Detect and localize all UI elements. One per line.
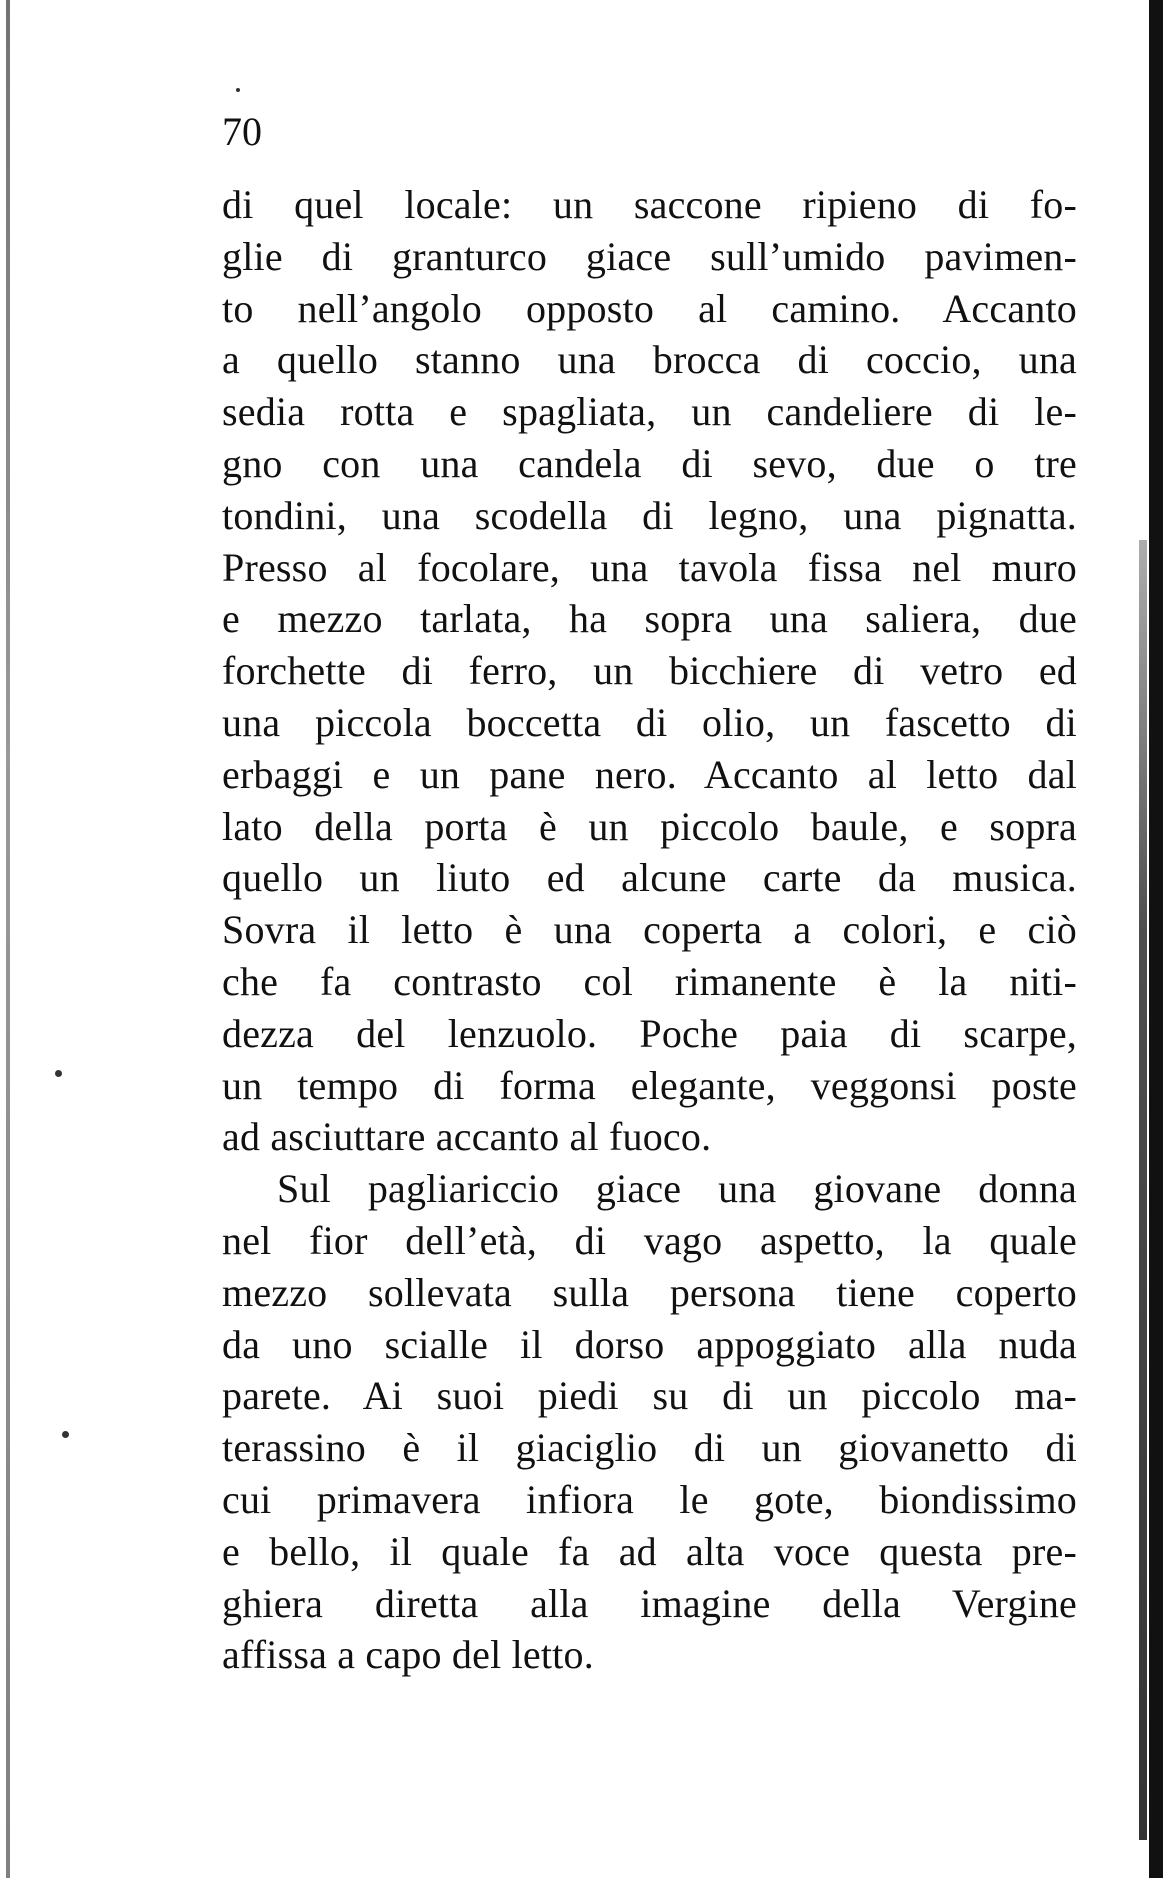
text-line: e bello, il quale fa ad alta voce questa pre- [222, 1528, 1077, 1574]
paragraph-2 [222, 1163, 1077, 1681]
text-line: lato della porta è un piccolo baule, e sopra [222, 803, 1077, 849]
paragraph-1 [222, 179, 1077, 1163]
page-right-edge [1149, 0, 1163, 1878]
page-left-edge [6, 0, 10, 1878]
text-line: glie di granturco giace sull’umido pavimen- [222, 233, 1077, 279]
text-line: e mezzo tarlata, ha sopra una saliera, due [222, 596, 1077, 642]
text-line: una piccola boccetta di olio, un fascetto di [222, 699, 1077, 745]
body-text [222, 179, 1077, 1681]
text-line: mezzo sollevata sulla persona tiene coperto [222, 1269, 1077, 1315]
text-line: tondini, una scodella di legno, una pignatta. [222, 492, 1077, 538]
text-line: parete. Ai suoi piedi su di un piccolo ma- [222, 1373, 1077, 1419]
text-line: erbaggi e un pane nero. Accanto al letto dal [222, 751, 1077, 797]
text-line: terassino è il giaciglio di un giovanetto di [222, 1425, 1077, 1471]
text-line: gno con una candela di sevo, due o tre [222, 440, 1077, 486]
page-binding-shadow [1139, 540, 1147, 1840]
ink-speck [55, 1070, 62, 1077]
text-line: dezza del lenzuolo. Poche paia di scarpe, [222, 1010, 1077, 1056]
ink-speck [62, 1431, 69, 1438]
text-line: che fa contrasto col rimanente è la niti- [222, 958, 1077, 1004]
text-line: sedia rotta e spagliata, un candeliere di le- [222, 389, 1077, 435]
page-number: 70 [222, 109, 262, 154]
text-line: affissa a capo del letto. [222, 1632, 594, 1678]
text-line: di quel locale: un saccone ripieno di fo- [222, 182, 1077, 227]
text-line: Sovra il letto è una coperta a colori, e ciò [222, 907, 1077, 953]
text-line: nel fior dell’età, di vago aspetto, la quale [222, 1217, 1077, 1263]
text-line: ghiera diretta alla imagine della Vergine [222, 1580, 1077, 1626]
text-line: ad asciuttare accanto al fuoco. [222, 1114, 712, 1160]
text-line: a quello stanno una brocca di coccio, una [222, 337, 1077, 383]
text-line: to nell’angolo opposto al camino. Accanto [222, 285, 1077, 331]
text-line: quello un liuto ed alcune carte da musica. [222, 855, 1077, 901]
text-line: da uno scialle il dorso appoggiato alla nuda [222, 1321, 1077, 1367]
text-line: cui primavera infiora le gote, biondissimo [222, 1476, 1077, 1522]
text-line: Presso al focolare, una tavola fissa nel muro [222, 544, 1077, 590]
text-line: un tempo di forma elegante, veggonsi poste [222, 1062, 1077, 1108]
text-line: Sul pagliariccio giace una giovane donna [277, 1166, 1077, 1212]
text-line: forchette di ferro, un bicchiere di vetro ed [222, 648, 1077, 694]
ink-speck [236, 88, 240, 92]
